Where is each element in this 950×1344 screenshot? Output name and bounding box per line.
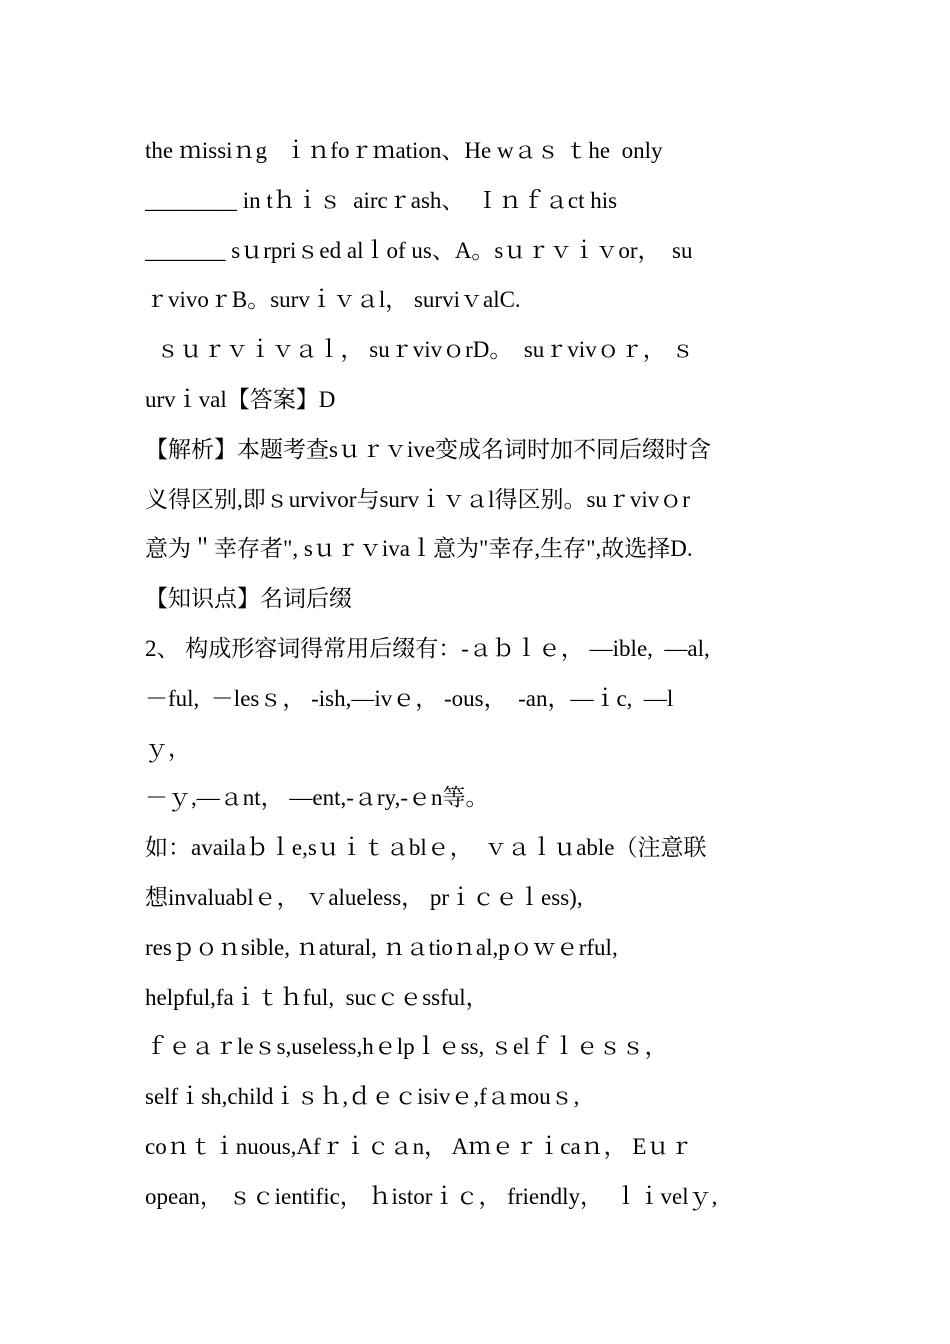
text-line: 意为＂幸存者", sｕｒｖivaｌ意为"幸存,生存",故选择D. — [145, 536, 693, 562]
text-line: resｐｏｎsible, ｎatural, ｎａtioｎal,pｏｗｅrful, — [145, 934, 618, 960]
text-line: 如：availaｂｌe,sｕｉｔａblｅ， ｖａｌｕable（注意联 — [145, 835, 707, 861]
text-line: ｆｅａｒleｓs,useless,hｅlpｌｅss, ｓelｆｌｅｓｓ， — [145, 1034, 668, 1060]
text-line: helpful,faｉｔｈful, sucｃｅssful， — [145, 984, 489, 1010]
text-line: _______ sｕrpriｓed alｌof us、A。sｕｒｖｉｖor， su — [145, 237, 693, 263]
text-line: the ｍissiｎg ｉｎfoｒｍation、He wａｓ ｔhe only — [145, 138, 663, 163]
text-line: ｙ， — [145, 735, 191, 761]
text-line: 【解析】本题考查sｕｒｖive变成名词时加不同后缀时含 — [145, 436, 712, 462]
text-line: opean， ｓｃientific， ｈistorｉｃ， friendly， ｌｉvelｙ, — [145, 1183, 718, 1209]
text-line: coｎｔｉnuous,Afｒｉｃａn， Aｍｅｒｉcaｎ， Eｕｒ — [145, 1133, 693, 1159]
text-line: 【知识点】名词后缀 — [145, 586, 352, 612]
text-line: urvｉval【答案】D — [145, 386, 336, 412]
text-line: －ful, －lesｓ， -ish,—ivｅ， -ous， -an，—ｉc, —l — [145, 685, 674, 711]
document-body — [145, 126, 810, 1222]
text-line: ________ in tｈｉｓ aircｒash、 Ｉｎｆａct his — [145, 187, 618, 213]
text-line: －ｙ,—ａnt， —ent,-ａry,-ｅn等。 — [145, 785, 489, 811]
text-line: ｓｕｒｖｉｖａｌ， suｒvivｏrD。 suｒvivｏｒ， ｓ — [145, 337, 695, 363]
text-line: 2、 构成形容词得常用后缀有：-ａｂｌｅ， —ible, —al, — [145, 635, 710, 661]
text-line: 想invaluablｅ， ｖalueless， prｉｃｅｌess), — [145, 884, 583, 910]
text-line: 义得区别,即ｓurvivor与survｉｖａl得区别。suｒvivｏr — [145, 486, 690, 512]
text-line: ｒvivoｒB。survｉｖａl， surviｖalC. — [145, 287, 521, 313]
text-line: selfｉsh,childｉｓｈ,ｄｅｃisivｅ,fａmouｓ, — [145, 1084, 580, 1110]
